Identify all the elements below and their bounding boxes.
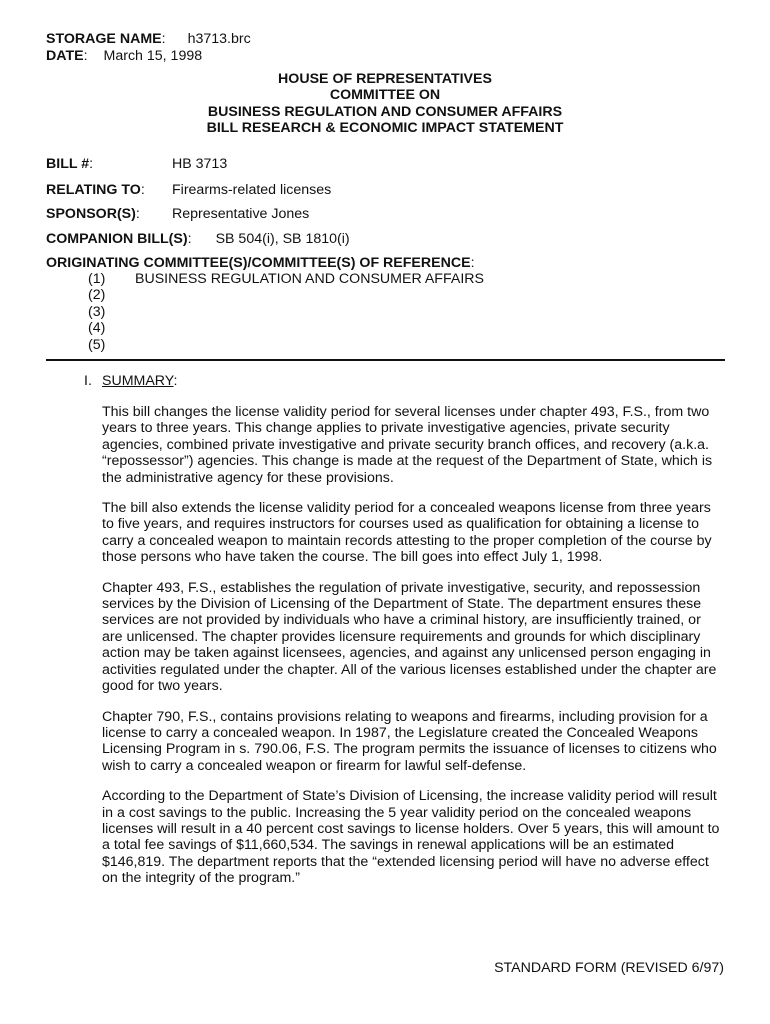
bill-number-row: BILL #: HB 3713: [46, 156, 228, 172]
storage-name-line: STORAGE NAME: h3713.brc: [46, 31, 251, 47]
title-line-committee-name: BUSINESS REGULATION AND CONSUMER AFFAIRS: [207, 103, 563, 120]
storage-name-value: h3713.brc: [187, 31, 251, 47]
summary-paragraph: The bill also extends the license validity period for a concealed weapons license from three years to five years, and requires instructors for courses used as qualification for obtaining a license to carry a concealed weapon to maintain records attesting to the proper completion of the course by those persons who have taken the course. The bill goes into effect July 1, 1998.: [102, 500, 712, 566]
section-title: SUMMARY: [102, 373, 174, 389]
reference-number: (4): [88, 320, 106, 337]
committee-reference-item: [88, 304, 484, 320]
companion-bills-row: COMPANION BILL(S): SB 504(i), SB 1810(i): [46, 231, 350, 247]
date-line: DATE: March 15, 1998: [46, 48, 203, 64]
committee-reference-item: [88, 320, 484, 336]
bill-number-label: BILL #: [46, 156, 90, 172]
sponsor-value: Representative Jones: [172, 206, 310, 222]
document-title: [46, 71, 724, 137]
title-line-house: HOUSE OF REPRESENTATIVES: [278, 71, 492, 87]
relating-to-value: Firearms-related licenses: [172, 182, 332, 198]
reference-number: (1): [88, 271, 106, 287]
section-divider: [46, 359, 725, 361]
summary-paragraph: According to the Department of State’s Division of Licensing, the increase validity period will result in a cost savings to the public. Increasing the 5 year validity period on the concealed weapons licenses will result in a 40 percent cost savings to license holders. Over 5 years, this will amount to a total fee savings of $11,660,534. The savings in renewal applications will be an estimated $146,819. The department reports that the “extended licensing period will have no adverse effect on the integrity of the program.”: [102, 788, 720, 887]
section-number: I.: [84, 373, 92, 389]
companion-bills-value: SB 504(i), SB 1810(i): [215, 231, 350, 247]
sponsor-label: SPONSOR(S): [46, 206, 136, 222]
relating-to-label: RELATING TO: [46, 182, 141, 198]
summary-body: [102, 404, 724, 901]
sponsor-row: SPONSOR(S): Representative Jones: [46, 206, 310, 222]
date-label: DATE: [46, 48, 84, 64]
companion-bills-label: COMPANION BILL(S): [46, 231, 188, 247]
reference-committee-name: BUSINESS REGULATION AND CONSUMER AFFAIRS: [135, 271, 484, 287]
summary-paragraph: This bill changes the license validity period for several licenses under chapter 493, F.S., from two years to three years. This change applies to private investigative agencies, private security agencies, combined private investigative and private security branch offices, and recovery (a.k.a. “repossessor”) agencies. This change is made at the request of the Department of State, which is the administrative agency for these provisions.: [102, 404, 713, 486]
committee-reference-list: [88, 271, 484, 353]
reference-number: (5): [88, 336, 106, 353]
summary-heading: I. SUMMARY:: [84, 373, 178, 389]
originating-committees-label: ORIGINATING COMMITTEE(S)/COMMITTEE(S) OF REFERENCE: [46, 255, 471, 271]
title-line-committee-on: COMMITTEE ON: [329, 87, 441, 104]
reference-number: (2): [88, 287, 106, 304]
summary-paragraph: Chapter 493, F.S., establishes the regulation of private investigative, security, and repossession services by the Division of Licensing of the Department of State. The department ensures these services are not provided by individuals who have a criminal history, are insufficiently trained, or are unlicensed. The chapter provides licensure requirements and grounds for which disciplinary action may be taken against licensees, agencies, and against any unlicensed person engaging in activities regulated under the chapter. All of the various licenses established under the chapter are good for two years.: [102, 579, 717, 695]
committee-reference-item: [88, 337, 484, 353]
reference-number: (3): [88, 303, 106, 320]
form-footer: STANDARD FORM (REVISED 6/97): [494, 960, 724, 976]
committee-reference-item: [88, 287, 484, 303]
committee-reference-item: [88, 271, 484, 287]
title-line-statement: BILL RESEARCH & ECONOMIC IMPACT STATEMENT: [206, 120, 564, 137]
bill-number-value: HB 3713: [172, 156, 228, 172]
relating-to-row: RELATING TO: Firearms-related licenses: [46, 182, 332, 198]
storage-name-label: STORAGE NAME: [46, 31, 162, 47]
summary-paragraph: Chapter 790, F.S., contains provisions relating to weapons and firearms, including provision for a license to carry a concealed weapon. In 1987, the Legislature created the Concealed Weapons Licensing Program in s. 790.06, F.S. The program permits the issuance of licenses to citizens who wish to carry a concealed weapon or firearm for lawful self-defense.: [102, 708, 717, 774]
date-value: March 15, 1998: [103, 48, 203, 64]
originating-committees-row: ORIGINATING COMMITTEE(S)/COMMITTEE(S) OF REFERENCE:: [46, 255, 475, 271]
